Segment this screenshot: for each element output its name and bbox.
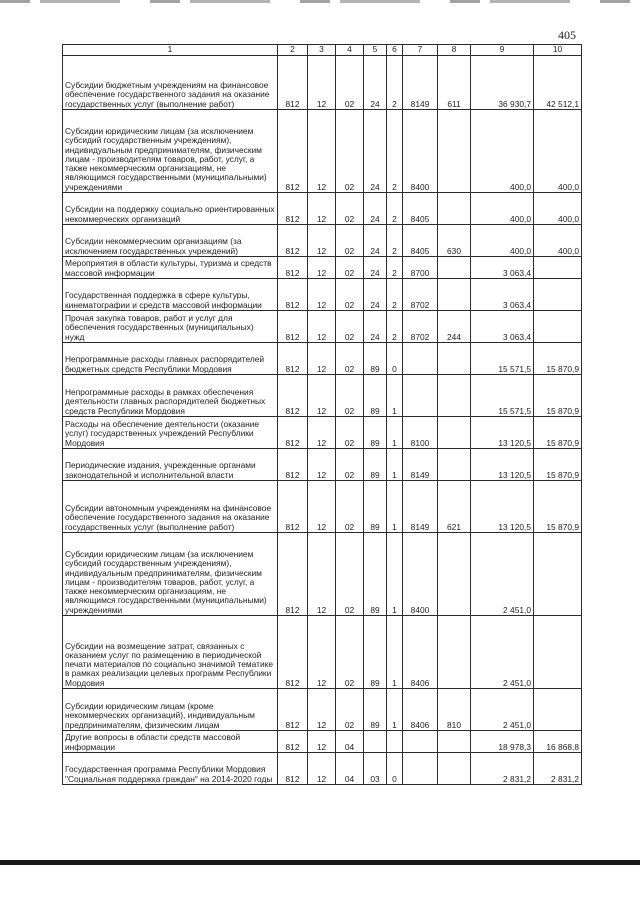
row-amount-year2 bbox=[534, 279, 582, 311]
row-amount-year2: 15 870,9 bbox=[534, 417, 582, 449]
column-header: 2 bbox=[278, 45, 308, 56]
row-amount-year1: 400,0 bbox=[471, 225, 534, 257]
row-expense-type bbox=[438, 375, 471, 417]
row-amount-year2 bbox=[534, 616, 582, 689]
table-row bbox=[63, 343, 582, 375]
row-name: Мероприятия в области культуры, туризма и средств массовой информации bbox=[63, 257, 278, 279]
table-row bbox=[63, 56, 582, 110]
row-name: Государственная программа Республики Мордовия "Социальная поддержка граждан" на 2014-2020 годы bbox=[63, 753, 278, 785]
row-amount-year1: 2 451,0 bbox=[471, 689, 534, 731]
row-amount-year1: 15 571,5 bbox=[471, 375, 534, 417]
row-amount-year1: 2 451,0 bbox=[471, 616, 534, 689]
column-header: 5 bbox=[364, 45, 387, 56]
row-expense-type: 810 bbox=[438, 689, 471, 731]
row-expense-type bbox=[438, 417, 471, 449]
column-header: 7 bbox=[403, 45, 438, 56]
row-amount-year1: 3 063,4 bbox=[471, 311, 534, 343]
row-name: Субсидии юридическим лицам (за исключением субсидий государственным учреждениям), индивидуальным предпринимателям, физическим лицам - производителям товаров, работ, услуг, а также некоммерческим организациям, не являющимся государственными (муниципальными) учреждениями bbox=[63, 533, 278, 616]
row-gl-code: 812 bbox=[278, 731, 308, 753]
row-target-item: 8700 bbox=[403, 257, 438, 279]
row-gl-code: 812 bbox=[278, 110, 308, 193]
row-amount-year1: 36 930,7 bbox=[471, 56, 534, 110]
row-expense-type bbox=[438, 449, 471, 481]
row-name: Расходы на обеспечение деятельности (оказание услуг) государственных учреждений Республики Мордовия bbox=[63, 417, 278, 449]
row-subprogram: 0 bbox=[387, 343, 403, 375]
table-body bbox=[63, 56, 582, 785]
row-gl-code: 812 bbox=[278, 193, 308, 225]
row-amount-year2 bbox=[534, 689, 582, 731]
row-amount-year1: 2 831,2 bbox=[471, 753, 534, 785]
row-target-item bbox=[403, 753, 438, 785]
row-subprogram: 1 bbox=[387, 375, 403, 417]
row-section: 12 bbox=[308, 110, 336, 193]
row-program: 89 bbox=[364, 533, 387, 616]
row-subprogram: 0 bbox=[387, 753, 403, 785]
row-amount-year1: 400,0 bbox=[471, 193, 534, 225]
row-subsection: 02 bbox=[336, 311, 364, 343]
row-program: 24 bbox=[364, 193, 387, 225]
row-subprogram: 2 bbox=[387, 311, 403, 343]
row-subsection: 02 bbox=[336, 343, 364, 375]
row-gl-code: 812 bbox=[278, 375, 308, 417]
row-section: 12 bbox=[308, 417, 336, 449]
row-target-item: 8405 bbox=[403, 193, 438, 225]
table-header-row bbox=[63, 45, 582, 56]
row-target-item: 8702 bbox=[403, 311, 438, 343]
row-amount-year2 bbox=[534, 311, 582, 343]
row-amount-year2: 400,0 bbox=[534, 110, 582, 193]
row-subsection: 02 bbox=[336, 689, 364, 731]
row-target-item: 8100 bbox=[403, 417, 438, 449]
row-subprogram: 1 bbox=[387, 616, 403, 689]
row-target-item: 8149 bbox=[403, 481, 438, 533]
row-subprogram: 2 bbox=[387, 257, 403, 279]
row-section: 12 bbox=[308, 375, 336, 417]
row-gl-code: 812 bbox=[278, 417, 308, 449]
row-amount-year2: 16 868,8 bbox=[534, 731, 582, 753]
row-amount-year2: 15 870,9 bbox=[534, 449, 582, 481]
table-row bbox=[63, 279, 582, 311]
table-row bbox=[63, 753, 582, 785]
row-subsection: 02 bbox=[336, 449, 364, 481]
row-subsection: 02 bbox=[336, 225, 364, 257]
column-header: 9 bbox=[471, 45, 534, 56]
row-gl-code: 812 bbox=[278, 279, 308, 311]
row-subsection: 02 bbox=[336, 56, 364, 110]
row-program: 24 bbox=[364, 110, 387, 193]
row-section: 12 bbox=[308, 731, 336, 753]
row-subprogram: 2 bbox=[387, 225, 403, 257]
row-subprogram: 1 bbox=[387, 533, 403, 616]
row-subsection: 04 bbox=[336, 753, 364, 785]
row-expense-type bbox=[438, 731, 471, 753]
row-name: Субсидии юридическим лицам (кроме некоммерческих организаций), индивидуальным предпринимателям, физическим лицам bbox=[63, 689, 278, 731]
scan-artifact-line bbox=[0, 0, 640, 3]
column-header: 8 bbox=[438, 45, 471, 56]
table-row bbox=[63, 481, 582, 533]
table-row bbox=[63, 193, 582, 225]
row-name: Непрограммные расходы в рамках обеспечения деятельности главных распорядителей бюджетных средств Республики Мордовия bbox=[63, 375, 278, 417]
row-program: 89 bbox=[364, 481, 387, 533]
row-subsection: 02 bbox=[336, 616, 364, 689]
row-name: Субсидии юридическим лицам (за исключением субсидий государственным учреждениям), индивидуальным предпринимателям, физическим лицам - производителям товаров, работ, услуг, а также некоммерческим организациям, не являющимся государственными (муниципальными) учреждениями bbox=[63, 110, 278, 193]
row-subsection: 02 bbox=[336, 417, 364, 449]
row-subprogram: 2 bbox=[387, 56, 403, 110]
row-section: 12 bbox=[308, 257, 336, 279]
column-header: 6 bbox=[387, 45, 403, 56]
row-section: 12 bbox=[308, 753, 336, 785]
row-amount-year1: 400,0 bbox=[471, 110, 534, 193]
row-amount-year2: 42 512,1 bbox=[534, 56, 582, 110]
row-subprogram: 1 bbox=[387, 481, 403, 533]
row-amount-year2 bbox=[534, 257, 582, 279]
row-section: 12 bbox=[308, 449, 336, 481]
row-name: Государственная поддержка в сфере культуры, кинематографии и средств массовой информации bbox=[63, 279, 278, 311]
row-amount-year1: 18 978,3 bbox=[471, 731, 534, 753]
row-name: Субсидии некоммерческим организациям (за исключением государственных учреждений) bbox=[63, 225, 278, 257]
row-gl-code: 812 bbox=[278, 56, 308, 110]
row-program: 24 bbox=[364, 311, 387, 343]
row-subsection: 02 bbox=[336, 375, 364, 417]
table-row bbox=[63, 417, 582, 449]
row-subprogram bbox=[387, 731, 403, 753]
row-expense-type bbox=[438, 110, 471, 193]
row-program: 89 bbox=[364, 616, 387, 689]
row-name: Другие вопросы в области средств массовой информации bbox=[63, 731, 278, 753]
row-program: 89 bbox=[364, 449, 387, 481]
row-amount-year1: 3 063,4 bbox=[471, 279, 534, 311]
row-subsection: 02 bbox=[336, 481, 364, 533]
row-program: 03 bbox=[364, 753, 387, 785]
row-target-item: 8400 bbox=[403, 533, 438, 616]
row-subsection: 02 bbox=[336, 257, 364, 279]
row-section: 12 bbox=[308, 343, 336, 375]
row-gl-code: 812 bbox=[278, 311, 308, 343]
row-subsection: 02 bbox=[336, 110, 364, 193]
row-target-item: 8149 bbox=[403, 56, 438, 110]
column-header: 1 bbox=[63, 45, 278, 56]
row-program: 89 bbox=[364, 417, 387, 449]
row-target-item: 8400 bbox=[403, 110, 438, 193]
row-name: Субсидии бюджетным учреждениям на финансовое обеспечение государственного задания на оказание государственных услуг (выполнение работ) bbox=[63, 56, 278, 110]
table-row bbox=[63, 375, 582, 417]
row-amount-year1: 3 063,4 bbox=[471, 257, 534, 279]
row-amount-year2: 15 870,9 bbox=[534, 343, 582, 375]
row-gl-code: 812 bbox=[278, 533, 308, 616]
row-program: 89 bbox=[364, 375, 387, 417]
row-program: 24 bbox=[364, 56, 387, 110]
row-target-item: 8406 bbox=[403, 616, 438, 689]
row-amount-year1: 13 120,5 bbox=[471, 449, 534, 481]
row-subsection: 02 bbox=[336, 193, 364, 225]
row-target-item: 8149 bbox=[403, 449, 438, 481]
row-expense-type: 244 bbox=[438, 311, 471, 343]
row-subsection: 04 bbox=[336, 731, 364, 753]
row-expense-type bbox=[438, 616, 471, 689]
row-name: Субсидии на поддержку социально ориентированных некоммерческих организаций bbox=[63, 193, 278, 225]
row-program: 24 bbox=[364, 225, 387, 257]
row-target-item: 8405 bbox=[403, 225, 438, 257]
row-target-item: 8702 bbox=[403, 279, 438, 311]
row-subprogram: 1 bbox=[387, 449, 403, 481]
row-program: 24 bbox=[364, 257, 387, 279]
row-program: 24 bbox=[364, 279, 387, 311]
row-subprogram: 2 bbox=[387, 279, 403, 311]
row-name: Субсидии на возмещение затрат, связанных с оказанием услуг по размещению в периодической печати материалов по социально значимой тематике в рамках реализации целевых программ Республики Мордовия bbox=[63, 616, 278, 689]
table-row bbox=[63, 257, 582, 279]
table-row bbox=[63, 225, 582, 257]
table-row bbox=[63, 689, 582, 731]
row-section: 12 bbox=[308, 225, 336, 257]
row-subprogram: 2 bbox=[387, 110, 403, 193]
row-section: 12 bbox=[308, 193, 336, 225]
row-amount-year1: 15 571,5 bbox=[471, 343, 534, 375]
row-subsection: 02 bbox=[336, 533, 364, 616]
row-gl-code: 812 bbox=[278, 225, 308, 257]
row-gl-code: 812 bbox=[278, 257, 308, 279]
column-header: 4 bbox=[336, 45, 364, 56]
table-row bbox=[63, 616, 582, 689]
row-name: Непрограммные расходы главных распорядителей бюджетных средств Республики Мордовия bbox=[63, 343, 278, 375]
page-number: 405 bbox=[558, 28, 576, 42]
row-amount-year2: 400,0 bbox=[534, 225, 582, 257]
row-amount-year1: 2 451,0 bbox=[471, 533, 534, 616]
row-name: Периодические издания, учрежденные органами законодательной и исполнительной власти bbox=[63, 449, 278, 481]
row-amount-year2 bbox=[534, 533, 582, 616]
budget-table bbox=[62, 44, 582, 785]
column-header: 3 bbox=[308, 45, 336, 56]
row-expense-type: 611 bbox=[438, 56, 471, 110]
row-expense-type: 630 bbox=[438, 225, 471, 257]
row-expense-type bbox=[438, 279, 471, 311]
table-row bbox=[63, 731, 582, 753]
row-target-item bbox=[403, 731, 438, 753]
row-section: 12 bbox=[308, 56, 336, 110]
row-gl-code: 812 bbox=[278, 689, 308, 731]
row-subprogram: 1 bbox=[387, 689, 403, 731]
table-row bbox=[63, 110, 582, 193]
scan-bottom-bar bbox=[0, 860, 640, 865]
row-gl-code: 812 bbox=[278, 481, 308, 533]
row-section: 12 bbox=[308, 533, 336, 616]
row-target-item bbox=[403, 375, 438, 417]
row-section: 12 bbox=[308, 311, 336, 343]
row-subprogram: 2 bbox=[387, 193, 403, 225]
table-row bbox=[63, 533, 582, 616]
row-section: 12 bbox=[308, 616, 336, 689]
table-row bbox=[63, 311, 582, 343]
row-target-item: 8406 bbox=[403, 689, 438, 731]
row-expense-type bbox=[438, 257, 471, 279]
row-expense-type: 621 bbox=[438, 481, 471, 533]
row-target-item bbox=[403, 343, 438, 375]
row-subsection: 02 bbox=[336, 279, 364, 311]
row-gl-code: 812 bbox=[278, 616, 308, 689]
row-amount-year2: 2 831,2 bbox=[534, 753, 582, 785]
row-expense-type bbox=[438, 193, 471, 225]
row-section: 12 bbox=[308, 689, 336, 731]
row-expense-type bbox=[438, 753, 471, 785]
row-gl-code: 812 bbox=[278, 753, 308, 785]
row-gl-code: 812 bbox=[278, 343, 308, 375]
row-expense-type bbox=[438, 343, 471, 375]
table-row bbox=[63, 449, 582, 481]
row-name: Прочая закупка товаров, работ и услуг для обеспечения государственных (муниципальных) нужд bbox=[63, 311, 278, 343]
row-amount-year2: 400,0 bbox=[534, 193, 582, 225]
row-subprogram: 1 bbox=[387, 417, 403, 449]
row-program bbox=[364, 731, 387, 753]
row-name: Субсидии автономным учреждениям на финансовое обеспечение государственного задания на оказание государственных услуг (выполнение работ) bbox=[63, 481, 278, 533]
column-header: 10 bbox=[534, 45, 582, 56]
row-amount-year2: 15 870,9 bbox=[534, 481, 582, 533]
row-expense-type bbox=[438, 533, 471, 616]
row-amount-year2: 15 870,9 bbox=[534, 375, 582, 417]
row-program: 89 bbox=[364, 689, 387, 731]
row-program: 89 bbox=[364, 343, 387, 375]
row-gl-code: 812 bbox=[278, 449, 308, 481]
row-amount-year1: 13 120,5 bbox=[471, 481, 534, 533]
row-section: 12 bbox=[308, 279, 336, 311]
row-section: 12 bbox=[308, 481, 336, 533]
row-amount-year1: 13 120,5 bbox=[471, 417, 534, 449]
